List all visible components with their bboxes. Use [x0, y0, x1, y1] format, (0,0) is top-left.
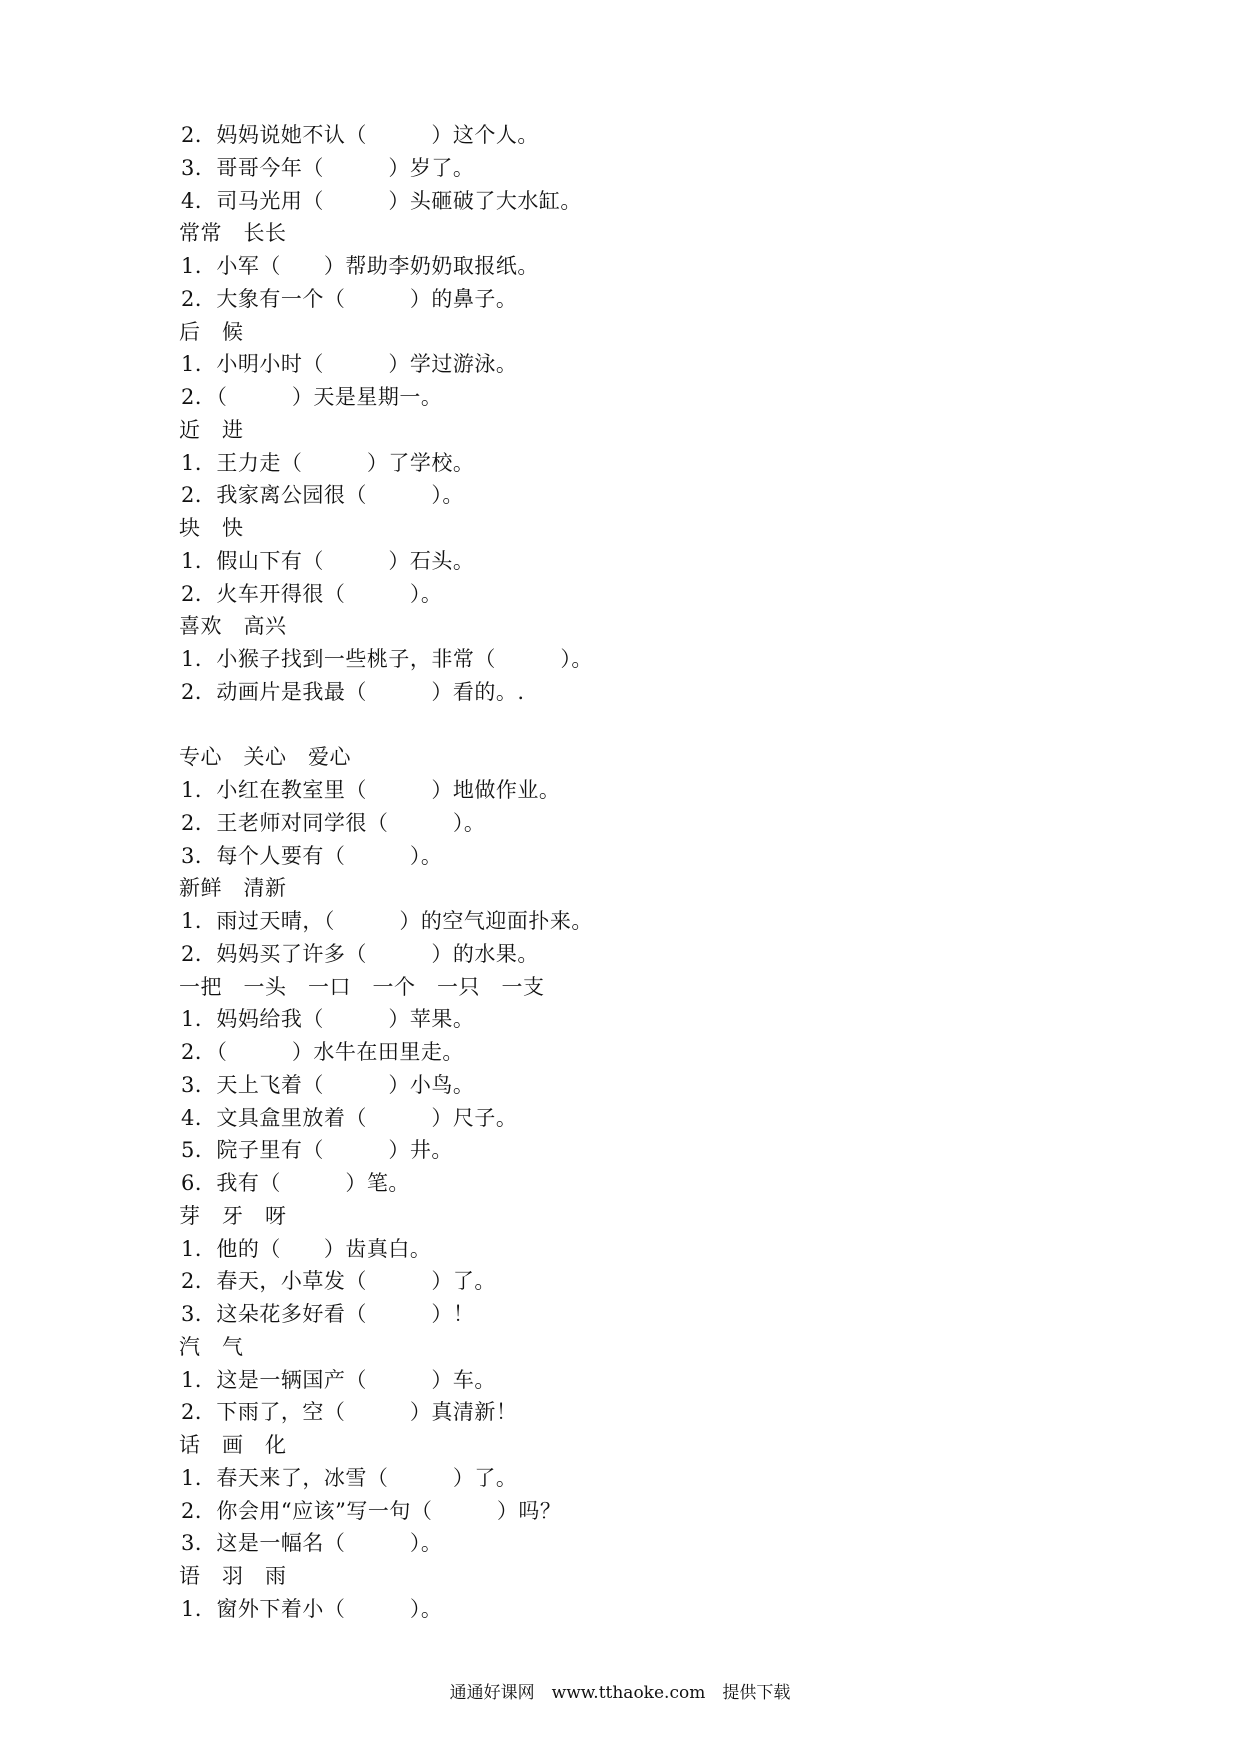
- question-line: 2．火车开得很（ ）。: [181, 581, 443, 606]
- question-line: 1．这是一辆国产（ ）车。: [181, 1367, 496, 1392]
- question-line: 3．这朵花多好看（ ）！: [181, 1302, 475, 1326]
- question-line: 2．春天，小草发（ ）了。: [181, 1269, 496, 1294]
- question-line: 4．文具盒里放着（ ）尺子。: [181, 1105, 518, 1130]
- word-group-heading: 块 快: [179, 516, 244, 540]
- question-line: 2．动画片是我最（ ）看的。.: [181, 679, 525, 704]
- question-line: 2．大象有一个（ ）的鼻子。: [181, 286, 518, 311]
- question-line: 1．他的（ ）齿真白。: [181, 1236, 432, 1261]
- question-line: 3．天上飞着（ ）小鸟。: [181, 1072, 475, 1097]
- question-line: 2．妈妈说她不认（ ）这个人。: [181, 123, 539, 147]
- question-line: 1．王力走（ ）了学校。: [181, 450, 475, 475]
- question-line: 2．妈妈买了许多（ ）的水果。: [181, 941, 539, 966]
- question-line: 3．这是一幅名（ ）。: [181, 1531, 443, 1556]
- question-line: 1．妈妈给我（ ）苹果。: [181, 1007, 475, 1032]
- word-group-heading: 喜欢 高兴: [179, 614, 287, 639]
- question-line: 3．每个人要有（ ）。: [181, 843, 443, 868]
- question-line: 2．我家离公园很（ ）。: [181, 483, 464, 508]
- word-group-heading: 常常 长长: [179, 221, 287, 246]
- question-line: 4．司马光用（ ）头砸破了大水缸。: [181, 188, 582, 213]
- word-group-heading: 新鲜 清新: [179, 876, 287, 901]
- question-line: 2．你会用“应该”写一句（ ）吗？: [181, 1498, 562, 1523]
- question-line: 1．窗外下着小（ ）。: [181, 1596, 443, 1621]
- word-group-heading: 芽 牙 呀: [179, 1203, 287, 1228]
- word-group-heading: 后 候: [179, 319, 244, 344]
- question-line: 1．雨过天晴，（ ）的空气迎面扑来。: [181, 909, 593, 933]
- word-group-heading: 话 画 化: [179, 1433, 287, 1457]
- question-line: 1．小明小时（ ）学过游泳。: [181, 352, 518, 377]
- question-line: 1．假山下有（ ）石头。: [181, 548, 475, 573]
- question-line: 2．（ ）水牛在田里走。: [181, 1040, 464, 1064]
- question-line: 1．小红在教室里（ ）地做作业。: [181, 778, 561, 802]
- question-line: 5．院子里有（ ）井。: [181, 1138, 453, 1163]
- word-group-heading: 一把 一头 一口 一个 一只 一支: [179, 974, 545, 999]
- word-group-heading: 语 羽 雨: [179, 1564, 287, 1588]
- question-line: 2．王老师对同学很（ ）。: [181, 810, 486, 835]
- word-group-heading: 汽 气: [179, 1334, 244, 1359]
- question-line: 6．我有（ ）笔。: [181, 1171, 410, 1195]
- question-line: 3．哥哥今年（ ）岁了。: [181, 155, 475, 180]
- word-group-heading: 近 进: [179, 417, 244, 442]
- word-group-heading: 专心 关心 爱心: [179, 745, 351, 770]
- question-line: 1．小猴子找到一些桃子，非常（ ）。: [181, 647, 593, 671]
- question-line: 2．（ ）天是星期一。: [181, 385, 443, 409]
- question-line: 2．下雨了，空（ ）真清新！: [181, 1400, 518, 1425]
- question-line: 1．小军（ ）帮助李奶奶取报纸。: [181, 254, 539, 278]
- question-line: 1．春天来了，冰雪（ ）了。: [181, 1465, 518, 1490]
- page-footer: 通通好课网 www.tthaoke.com 提供下载: [449, 1683, 791, 1703]
